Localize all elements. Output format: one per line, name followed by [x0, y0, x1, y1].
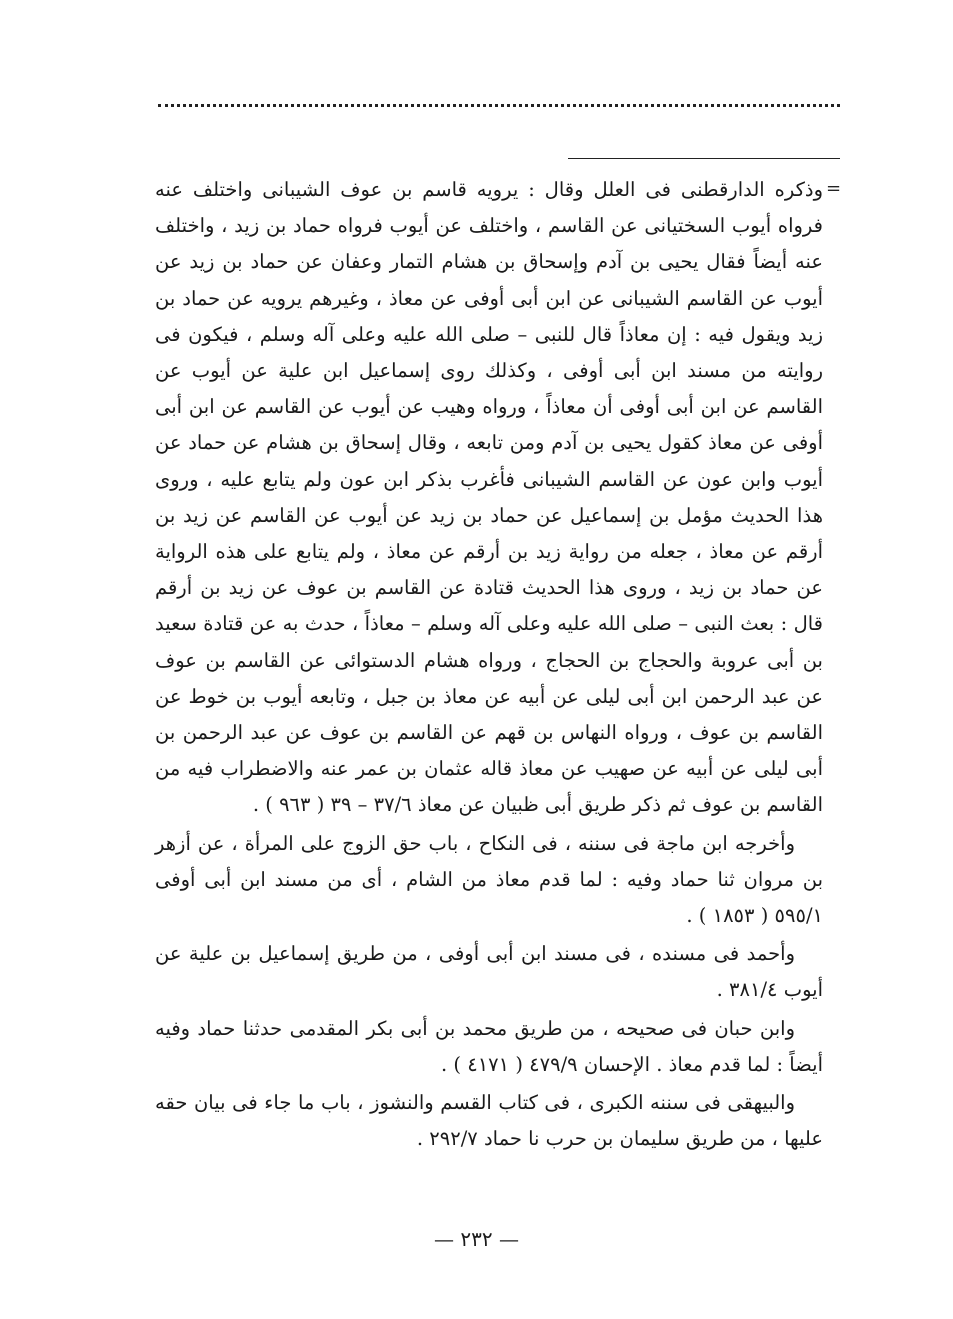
header-dotted-rule	[158, 104, 840, 107]
paragraph-ahmad: وأحمد فى مسنده ، فى مسند ابن أبى أوفى ، من طريق إسماعيل بن علية عن أيوب ٣٨١/٤ .	[155, 942, 823, 1002]
footnote-separator-rule	[568, 158, 840, 159]
paragraph-bayhaqi: والبيهقى فى سننه الكبرى ، فى كتاب القسم والنشوز ، باب ما جاء فى بيان حقه عليها ، من طريق سليمان بن حرب نا حماد ٢٩٢/٧ .	[155, 1091, 823, 1151]
page-number: — ٢٣٢ —	[434, 1227, 519, 1251]
paragraph-ibn-hibban: وابن حبان فى صحيحه ، من طريق محمد بن أبى بكر المقدمى حدثنا حماد وفيه أيضاً : لما قدم معاذ . الإحسان ٤٧٩/٩ ( ٤١٧١ ) .	[155, 1016, 823, 1076]
footnote-body	[155, 172, 823, 1157]
paragraph-ibn-majah: وأخرجه ابن ماجة فى سننه ، فى النكاح ، باب حق الزوج على المرأة ، عن أزهر بن مروان ثنا حماد وفيه : لما قدم معاذ من الشام ، أى من مسند ابن أبى أوفى ٥٩٥/١ ( ١٨٥٣ ) .	[155, 831, 823, 928]
continuation-mark: =	[826, 178, 842, 199]
paragraph-daraqutni: وذكره الدارقطنى فى العلل وقال : يرويه قاسم بن عوف الشيبانى واختلف عنه فرواه أيوب السختيانى عن القاسم ، واختلف عن أيوب فرواه حماد بن زيد ، واختلف عنه أيضاً فقال يحيى بن آدم وإسحاق بن هشام التمار وعفان عن حماد بن زيد عن أيوب عن القاسم الشيبانى عن ابن أبى أوفى عن معاذ ، وغيرهم يرويه عن حماد بن زيد ويقول فيه : إن معاذاً قال للنبى – صلى الله عليه وعلى آله وسلم ، فيكون فى روايته من مسند ابن أبى أوفى ، وكذلك روى إسماعيل ابن علية عن أيوب عن القاسم عن ابن أبى أوفى أن معاذاً ، ورواه وهيب عن أيوب عن القاسم عن ابن أبى أوفى عن معاذ كقول يحيى بن آدم ومن تابعه ، وقال إسحاق بن هشام عن حماد عن أيوب وابن عون عن القاسم الشيبانى فأغرب بذكر ابن عون ولم يتابع عليه ، وروى هذا الحديث مؤمل بن إسماعيل عن حماد بن زيد عن أيوب عن القاسم عن زيد بن أرقم عن معاذ ، جعله من رواية زيد بن أرقم عن معاذ ، ولم يتابع على هذه الرواية عن حماد بن زيد ، وروى هذا الحديث قتادة عن القاسم بن عوف عن زيد بن أرقم قال : بعث النبى – صلى الله عليه وعلى آله وسلم – معاذاً ، حدث به عن قتادة سعيد بن أبى عروبة والحجاج بن الحجاج ، ورواه هشام الدستوائى عن القاسم بن عوف عن عبد الرحمن ابن أبى ليلى عن أبيه عن معاذ بن جبل ، وتابعه أيوب بن خوط عن القاسم بن عوف ، ورواه النهاس بن قهم عن القاسم بن عوف عن عبد الرحمن بن أبى ليلى عن أبيه عن صهيب عن معاذ قاله عثمان بن عمر عنه والاضطراب فيه من القاسم بن عوف ثم ذكر طريق أبى ظبيان عن معاذ ٣٧/٦ – ٣٩ ( ٩٦٣ ) .	[155, 178, 823, 817]
